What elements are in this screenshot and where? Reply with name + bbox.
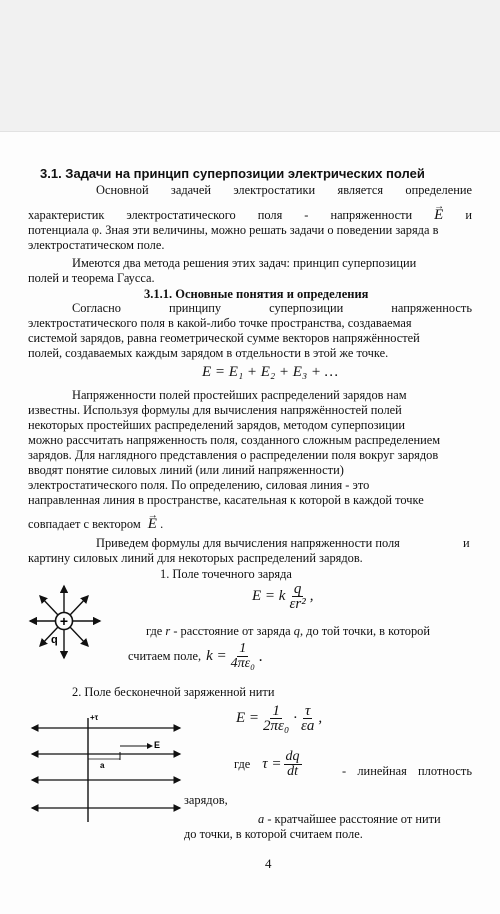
text: считаем поле, [128, 649, 202, 663]
text: - расстояние от заряда [173, 624, 291, 638]
section-title: 3.1. Задачи на принцип суперпозиции электрических полей [40, 166, 425, 181]
fraction-2 [299, 704, 316, 733]
point-charge-formula [252, 582, 313, 611]
e-label: E [154, 740, 161, 750]
fields-line-5: зарядов. Для наглядного представления о распределении поля вокруг зарядов [28, 448, 439, 462]
word: задачей [170, 183, 211, 197]
formula-tail: , [309, 588, 314, 604]
symbol-q: q [293, 624, 300, 638]
formula-tail: . [259, 647, 263, 665]
point-charge-title: 1. Поле точечного заряда [160, 567, 292, 581]
denominator: εa [300, 718, 315, 734]
intro-line-1 [96, 183, 472, 198]
numerator: dq [285, 749, 300, 764]
fields-line-4: можно рассчитать напряженность поля, созданного сложным распределением [28, 433, 441, 447]
word: является [337, 183, 384, 197]
word: Согласно [72, 301, 121, 315]
intro-line-4: электростатическом поле. [28, 238, 165, 252]
formula-lhs: E = k [252, 588, 286, 604]
denominator: dt [287, 764, 298, 779]
vector-e: → E [434, 208, 443, 223]
point-charge-k [128, 642, 263, 671]
formula-tail: , [318, 710, 323, 726]
symbol-a: a [258, 812, 265, 826]
denominator: 4πε₀ [230, 656, 255, 671]
fraction-1 [261, 704, 291, 733]
superposition-line-1 [72, 301, 472, 316]
charge-label: q [51, 634, 58, 646]
fraction [287, 582, 307, 611]
charge-sign: + [59, 613, 69, 629]
word: Основной [96, 183, 149, 197]
a-label: a [100, 761, 105, 770]
numerator: τ [304, 703, 311, 719]
word: - [304, 208, 309, 222]
text: где [146, 624, 163, 638]
multiply-dot: · [293, 710, 297, 726]
fields-line-2: известны. Используя формулы для вычисления напряжённостей полей [28, 403, 402, 417]
numerator: 1 [239, 641, 247, 656]
word: определение [405, 183, 472, 197]
intro-line-3: потенциала φ. Зная эти величины, можно решать задачи о поведении заряда в [28, 223, 439, 237]
word: линейная [357, 764, 407, 778]
denominator: 2πε₀ [263, 718, 290, 734]
formula-lhs: τ = [262, 756, 282, 772]
superposition-line-3: системой зарядов, равна геометрической сумме векторов напряжённостей [28, 331, 420, 345]
word: суперпозиции [269, 301, 344, 315]
page-number: 4 [265, 856, 272, 871]
thread-a-desc [258, 812, 441, 827]
text: совпадает с вектором [28, 517, 141, 531]
word: электростатического [126, 208, 236, 222]
symbol-r: r [165, 624, 171, 638]
thread-a-desc-2: до точки, в которой считаем поле. [184, 827, 363, 841]
point-charge-diagram [26, 582, 106, 664]
methods-line-1: Имеются два метода решения этих задач: принцип суперпозиции [72, 256, 417, 270]
formula-lhs: E = [236, 710, 260, 726]
fields-line-1: Напряженности полей простейших распределений зарядов нам [72, 388, 407, 402]
superposition-line-2: электростатического поля в какой-либо точке пространства, создаваемая [28, 316, 412, 330]
tau-label: +τ [90, 713, 99, 722]
formulas-intro-line-1: Приведем формулы для вычисления напряженности поля [96, 536, 400, 550]
intro-line-2 [28, 208, 472, 223]
word: характеристик [28, 208, 105, 222]
numerator: q [293, 581, 302, 597]
thread-tau-desc [342, 764, 472, 779]
thread-tau [234, 750, 304, 779]
fields-line-6: вводят понятие силовых линий (или линий напряженности) [28, 463, 344, 477]
viewer-top-bar [0, 0, 500, 132]
methods-line-2: полей и теорема Гаусса. [28, 271, 155, 285]
formula-lhs: k = [206, 648, 227, 664]
word: напряженность [391, 301, 472, 315]
superposition-line-4: полей, создаваемых каждым зарядом в отдельности в этой же точке. [28, 346, 389, 360]
thread-formula [236, 704, 322, 733]
numerator: 1 [272, 703, 280, 719]
text: где [234, 757, 251, 771]
vector-e: → E [148, 517, 157, 532]
word: напряженности [330, 208, 413, 222]
thread-title: 2. Поле бесконечной заряженной нити [72, 685, 275, 699]
thread-diagram [30, 710, 190, 824]
word: поля [257, 208, 283, 222]
fields-line-9 [28, 517, 163, 532]
formulas-intro-line-2: картину силовых линий для некоторых распределений зарядов. [28, 551, 363, 565]
text: - кратчайшее расстояние от нити [267, 812, 441, 826]
fraction [229, 642, 257, 671]
word: принципу [168, 301, 222, 315]
fields-line-7: электростатического поля. По определению, силовая линия - это [28, 478, 370, 492]
fraction [284, 750, 302, 779]
text: , до той точки, в которой [299, 624, 430, 638]
thread-charges: зарядов, [184, 793, 228, 807]
word: плотность [418, 764, 472, 778]
word: и [465, 208, 472, 222]
denominator: εr² [289, 596, 306, 612]
document-page [0, 132, 500, 914]
formulas-intro-end: и [463, 536, 470, 550]
word: - [342, 764, 347, 778]
subsection-title: 3.1.1. Основные понятия и определения [144, 287, 369, 301]
period: . [160, 517, 164, 531]
point-charge-where [146, 624, 430, 639]
fields-line-3: некоторых простейших распределений зарядов, методом суперпозиции [28, 418, 406, 432]
superposition-formula: E = E₁ + E₂ + E₃ + … [202, 364, 339, 380]
fields-line-8: направленная линия в пространстве, касательная к которой в каждой точке [28, 493, 424, 507]
word: электростатики [233, 183, 316, 197]
